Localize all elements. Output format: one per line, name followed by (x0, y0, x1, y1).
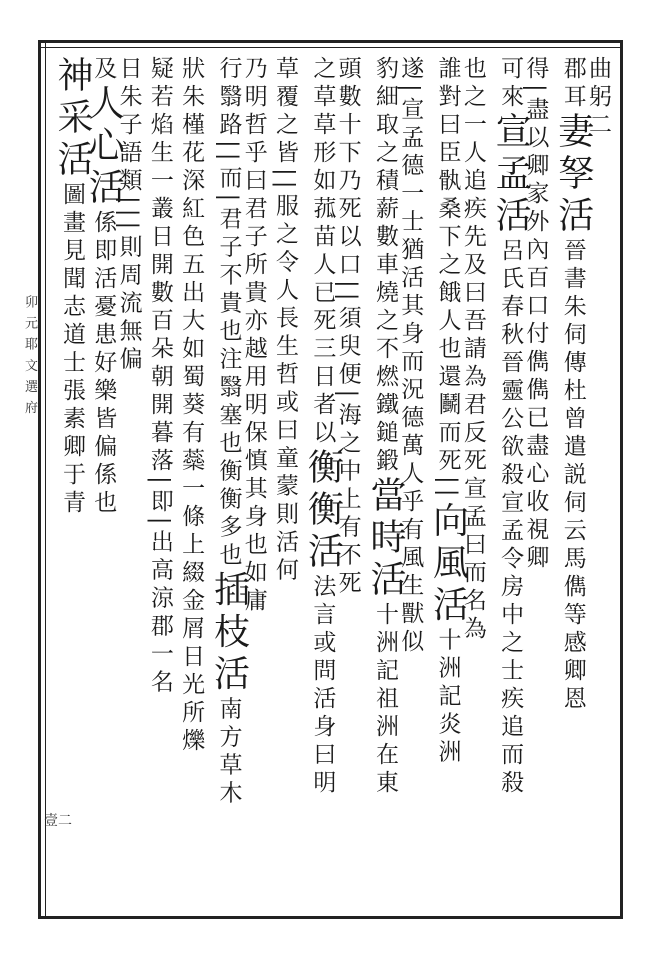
heading-phrase: 神采活 (52, 56, 93, 182)
right-rule (620, 40, 623, 919)
column-text: 郡耳 (559, 56, 586, 112)
column-text: 法言或問活身曰明 (309, 574, 336, 798)
left-rule (38, 40, 41, 919)
text-column (208, 56, 250, 809)
text-column (148, 56, 171, 698)
column-text: 草覆之皆||服之令人長生 (272, 56, 299, 362)
heading-phrase: 宣孟活 (490, 112, 532, 238)
column-text: 晉書朱伺傳杜曾遣説伺云馬儁等感卿恩 (559, 238, 586, 714)
column-text: 南方草木 (215, 696, 242, 809)
column-text: 係即活憂患好樂皆偏係也 (90, 210, 117, 518)
text-column (364, 56, 406, 798)
column-text: 遂|宣孟德一士猶活其身而況德萬人乎 (397, 56, 424, 517)
column-text: 之草草形如菰苗人已死三日者以 (309, 56, 336, 448)
text-column (272, 56, 299, 586)
heading-phrase: 向風活 (427, 501, 469, 628)
column-text: 曲躬二 (585, 56, 611, 140)
heading-phrase: 插枝活 (208, 570, 250, 697)
text-column (427, 56, 469, 768)
column-text: 十洲記祖洲在東 (371, 602, 398, 798)
column-text: 得|盡以卿家外內百口付儁儁已盡心收視卿 (522, 56, 549, 573)
column-text: 有風生獸似 (397, 516, 424, 657)
column-text: 之一人追疾先及曰吾請為君反死宣孟曰而名為 (459, 84, 486, 644)
heading-phrase: 當時活 (364, 476, 406, 602)
column-text: 疑若焰生一叢日開數百朵朝開暮落|即|出高涼郡一名 (146, 56, 173, 698)
column-text: 哲或曰童蒙則活何 (272, 361, 299, 586)
column-text: 豹細取之積薪數車燒之不燃鐵鎚鍛 (371, 56, 398, 476)
text-column (178, 56, 205, 756)
text-column (552, 56, 594, 714)
bottom-rule (38, 916, 620, 919)
side-label: 卯 元 耶 文 選 府 (22, 295, 37, 416)
heading-phrase: 妻孥活 (552, 112, 594, 238)
text-column (52, 56, 93, 518)
column-text: 乃明哲乎曰君子所貴亦越用明保慎其身也如庸 (240, 56, 267, 616)
column-text: 日 (115, 56, 142, 84)
column-text: 及 (90, 56, 117, 84)
column-text: 十洲記炎洲 (434, 627, 461, 768)
column-text: 朱子語類|||則周流無偏 (115, 84, 142, 375)
column-text: 狀朱槿花深紅色五出大如蜀葵有蘂一條上綴金屑日光所爍 (178, 56, 205, 756)
top-rule (38, 40, 620, 43)
left-rule-thin (45, 40, 46, 919)
column-text: 頭數十下乃死以口||須臾便| (334, 56, 361, 403)
column-text: 圖畫見聞志道士張素卿于青 (59, 182, 85, 518)
column-text: 呂氏春秋晉靈公欲殺宣孟令房中之士疾追而殺 (497, 238, 524, 798)
text-column (490, 56, 532, 798)
text-column (302, 56, 344, 798)
heading-phrase: 衡衡活 (302, 448, 344, 574)
heading-phrase: 人心活 (83, 84, 125, 210)
column-text: 誰對曰臣骫桑下之餓人也還鬭而死|| (434, 56, 461, 502)
folio-number: 壹二 (44, 813, 72, 829)
top-rule-thin (38, 47, 620, 48)
column-text: 可來 (497, 56, 524, 112)
column-text: 行翳路||而|君子不貴也注翳塞也衡衡多也 (215, 56, 242, 571)
column-text: 也 (459, 56, 486, 84)
column-text: 海之中上有不死 (334, 402, 361, 599)
